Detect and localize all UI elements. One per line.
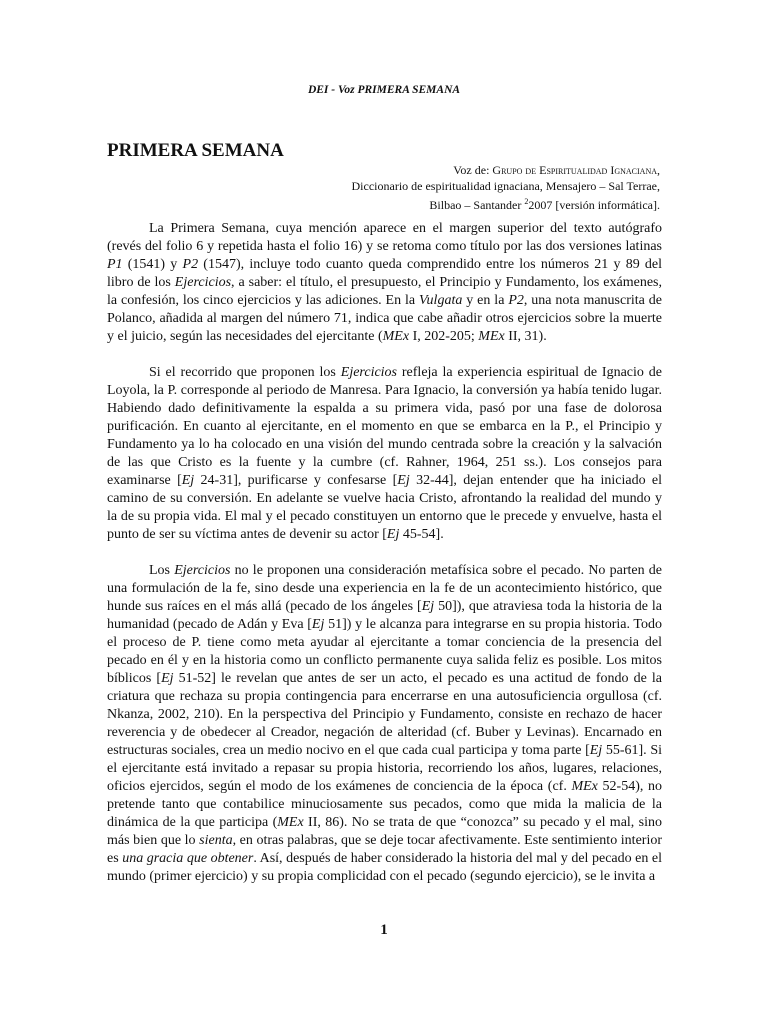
article-title: PRIMERA SEMANA: [107, 140, 284, 161]
article-body: [107, 220, 662, 904]
paragraph-1: La Primera Semana, cuya mención aparece en el margen superior del texto autógrafo (revés del folio 6 y repetida hasta el folio 16) y se retoma como título por las dos versiones latinas P1 (1541) y P2 (1547), incluye todo cuanto queda comprendido entre los números 21 y 89 del libro de los Ejercicios, a saber: el título, el presupuesto, el Principio y Fundamento, los exámenes, la confesión, los cinco ejercicios y las adiciones. En la Vulgata y en la P2, una nota manuscrita de Polanco, añadida al margen del número 71, indica que cabe añadir otros ejercicios sobre la muerte y el juicio, según las necesidades del ejercitante (MEx I, 202-205; MEx II, 31).: [107, 221, 663, 344]
credits-edition-line: Bilbao – Santander $^2$2007 [versión informática].: [429, 197, 660, 212]
article-credits: [352, 162, 660, 213]
credits-source-line: Diccionario de espiritualidad ignaciana, Mensajero – Sal Terrae,: [351, 179, 660, 193]
credits-author-line: Voz de: Grupo de Espiritualidad Ignaciana,: [453, 163, 660, 177]
paragraph-2: Si el recorrido que proponen los Ejercicios refleja la experiencia espiritual de Ignacio de Loyola, la P. corresponde al periodo de Manresa. Para Ignacio, la conversión ya había tenido lugar. Habiendo dado definitivamente la espalda a su primera vida, pasó por una fase de dolorosa purificación. En cuanto al ejercitante, en el momento en que se embarca en la P., el Principio y Fundamento ya lo ha colocado en una visión del mundo centrada sobre la creación y la salvación de las que Cristo es la fuente y la cumbre (cf. Rahner, 1964, 251 ss.). Los consejos para examinarse [Ej 24-31], purificarse y confesarse [Ej 32-44], dejan entender que ha iniciado el camino de su conversión. En adelante se vuelve hacia Cristo, afrontando la realidad del mundo y la de su propia vida. El mal y el pecado constituyen un entorno que le precede y envuelve, hasta el punto de ser su víctima antes de devenir su actor [Ej 45-54].: [107, 365, 663, 542]
page-number: 1: [380, 922, 388, 938]
paragraph-3: Los Ejercicios no le proponen una consideración metafísica sobre el pecado. No parten de una formulación de la fe, sino desde una experiencia en la fe de un acontecimiento histórico, que hunde sus raíces en el más allá (pecado de los ángeles [Ej 50]), que atraviesa toda la historia de la humanidad (pecado de Adán y Eva [Ej 51]) y le alcanza para integrarse en su propia historia. Todo el proceso de P. tiene como meta ayudar al ejercitante a tomar conciencia de la presencia del pecado en él y en la historia como un conflicto permanente cuya salida feliz es posible. Los mitos bíblicos [Ej 51-52] le revelan que antes de ser un acto, el pecado es una actitud de fondo de la criatura que rechaza su propia contingencia para encerrarse en una autosuficiencia orgullosa (cf. Nkanza, 2002, 210). En la perspectiva del Principio y Fundamento, consiste en rechazo de hacer reverencia y de obedecer al Creador, negación de alteridad (cf. Buber y Levinas). Encarnado en estructuras sociales, crea un medio nocivo en el que cada cual participa y toma parte [Ej 55-61]. Si el ejercitante está invitado a repasar su propia historia, recorriendo los años, lugares, relaciones, oficios ejercidos, según el modo de los exámenes de conciencia de la época (cf. MEx 52-54), no pretende tanto que contabilice minuciosamente sus pecados, como que mida la malicia de la dinámica de la que participa (MEx II, 86). No se trata de que “conozca” su pecado y el mal, sino más bien que lo sienta, en otras palabras, que se deje tocar afectivamente. Este sentimiento interior es una gracia que obtener. Así, después de haber considerado la historia del mal y del pecado en el mundo (primer ejercicio) y su propia complicidad con el pecado (segundo ejercicio), se le invita a: [107, 563, 663, 884]
edition-superscript: 2: [524, 197, 529, 206]
running-header: DEI - Voz PRIMERA SEMANA: [307, 84, 461, 96]
